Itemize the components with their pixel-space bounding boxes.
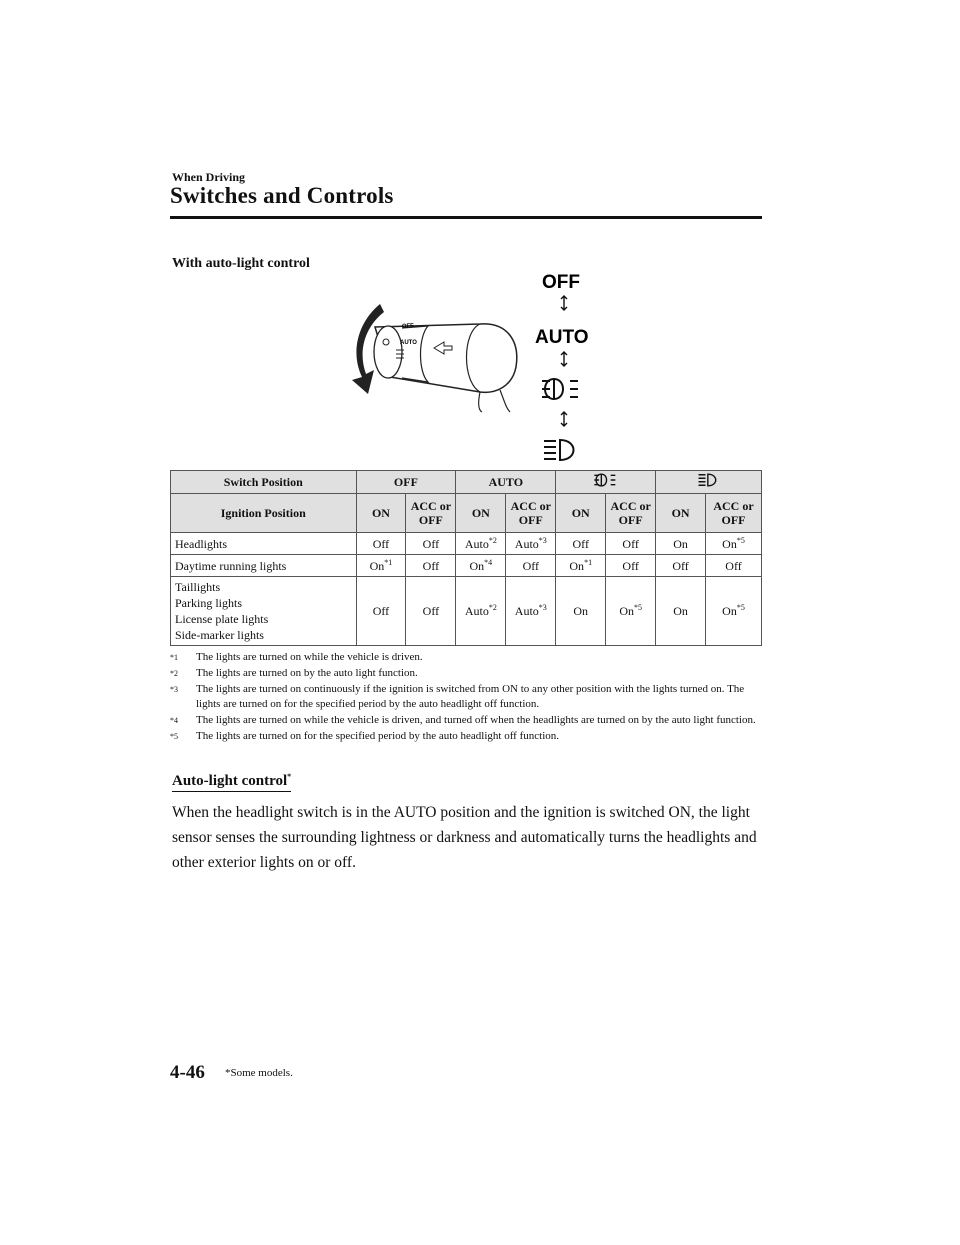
- table-cell: On$^{*4}$: [456, 555, 506, 577]
- table-cell: On: [656, 533, 706, 555]
- ignition-on: ON: [356, 494, 406, 533]
- ignition-acc-off: ACC or OFF: [606, 494, 656, 533]
- table-cell: On$^{*5}$: [706, 577, 762, 646]
- body-paragraph: When the headlight switch is in the AUTO position and the ignition is switched ON, the light sensor senses the surrounding lightness or darkness and automatically turns the headlights and other exterior lights on or off.: [172, 804, 757, 871]
- switch-position-header: Switch Position: [171, 471, 357, 494]
- double-arrow: [561, 352, 567, 366]
- table-cell: Auto$^{*3}$: [506, 533, 556, 555]
- models-footnote: *Some models.: [225, 1067, 293, 1079]
- double-arrow: [561, 296, 567, 310]
- table-cell: On$^{*5}$: [706, 533, 762, 555]
- table-cell: Off: [656, 555, 706, 577]
- headlight-switch-illustration: [330, 262, 600, 472]
- table-cell: Off: [506, 555, 556, 577]
- table-cell: Off: [406, 533, 456, 555]
- footnote: *4 The lights are turned on while the vehicle is driven, and turned off when the headlights are turned on by the auto light function.: [170, 714, 756, 726]
- parking-light-icon: [593, 473, 619, 487]
- row-label-taillights: Taillights Parking lights License plate lights Side-marker lights: [171, 577, 357, 646]
- footnote: *5 The lights are turned on for the specified period by the auto headlight off function.: [170, 730, 559, 742]
- ignition-on: ON: [456, 494, 506, 533]
- table-cell: On$^{*1}$: [556, 555, 606, 577]
- row-label-headlights: Headlights: [171, 533, 357, 555]
- headlight-icon: [544, 440, 574, 460]
- table-cell: On$^{*5}$: [606, 577, 656, 646]
- table-row: [171, 577, 762, 646]
- switch-position-headlight: [656, 471, 762, 494]
- table-cell: Off: [356, 533, 406, 555]
- row-label-drl: Daytime running lights: [171, 555, 357, 577]
- table-cell: Auto$^{*3}$: [506, 577, 556, 646]
- ignition-on: ON: [656, 494, 706, 533]
- table-cell: Off: [606, 533, 656, 555]
- table-cell: Auto$^{*2}$: [456, 533, 506, 555]
- title-rule: [170, 216, 762, 219]
- page-number: 4-46: [170, 1062, 205, 1083]
- footnote: *2 The lights are turned on by the auto light function.: [170, 667, 418, 679]
- ignition-acc-off: ACC or OFF: [406, 494, 456, 533]
- subheading: With auto-light control: [172, 256, 310, 271]
- table-cell: On: [556, 577, 606, 646]
- footnote: *1 The lights are turned on while the vehicle is driven.: [170, 651, 423, 663]
- switch-position-auto: AUTO: [456, 471, 556, 494]
- table-cell: Off: [606, 555, 656, 577]
- parking-light-icon: [542, 379, 578, 399]
- table-cell: Off: [706, 555, 762, 577]
- footnote: *3 The lights are turned on continuously if the ignition is switched from ON to any other position with the lights turned on. The lights are turned on for the specified period by the auto headlight off function.: [170, 683, 745, 710]
- svg-text:OFF: OFF: [401, 323, 415, 330]
- svg-text:AUTO: AUTO: [400, 340, 417, 346]
- table-cell: Off: [406, 555, 456, 577]
- footnotes: [170, 650, 762, 745]
- light-status-table: [170, 470, 762, 646]
- switch-position-parking: [556, 471, 656, 494]
- ignition-on: ON: [556, 494, 606, 533]
- switch-position-off: OFF: [356, 471, 456, 494]
- table-cell: On$^{*1}$: [356, 555, 406, 577]
- table-cell: Off: [356, 577, 406, 646]
- table-row: [171, 533, 762, 555]
- position-auto-label: AUTO: [535, 327, 589, 348]
- ignition-acc-off: ACC or OFF: [506, 494, 556, 533]
- subsection-heading: Auto-light control*: [172, 772, 291, 792]
- table-cell: Auto$^{*2}$: [456, 577, 506, 646]
- position-off-label: OFF: [542, 272, 580, 293]
- ignition-acc-off: ACC or OFF: [706, 494, 762, 533]
- ignition-position-header: Ignition Position: [171, 494, 357, 533]
- table-cell: Off: [556, 533, 606, 555]
- table-row: [171, 555, 762, 577]
- table-cell: Off: [406, 577, 456, 646]
- table-cell: On: [656, 577, 706, 646]
- headlight-icon: [697, 473, 721, 487]
- page-title: Switches and Controls: [170, 183, 394, 208]
- double-arrow: [561, 412, 567, 426]
- section-label: When Driving: [172, 170, 246, 184]
